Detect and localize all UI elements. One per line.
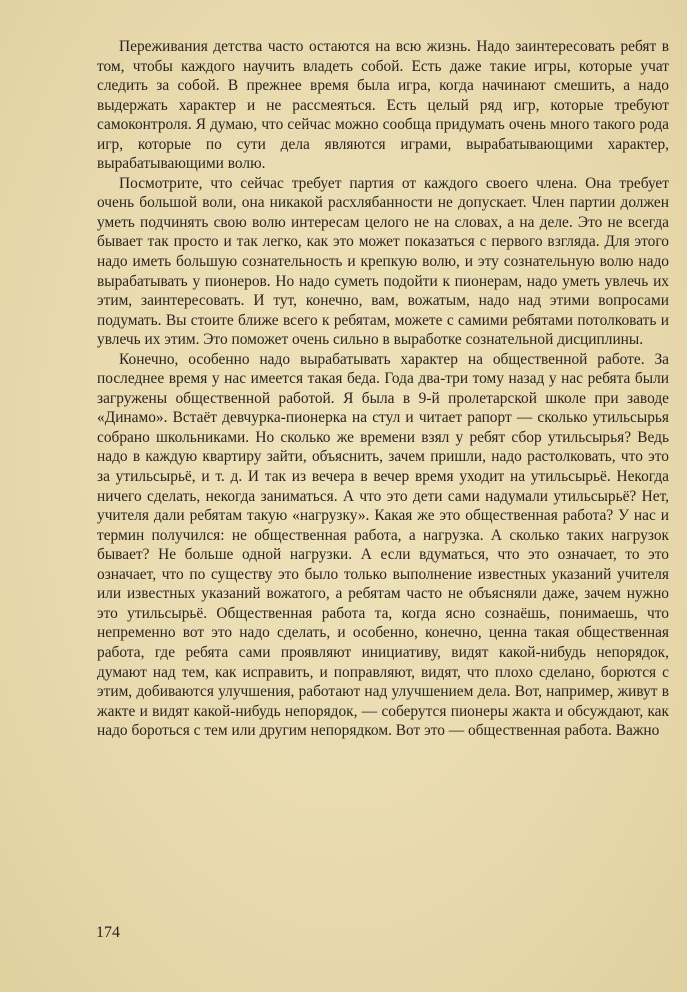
paragraph-1: Переживания детства часто остаются на всю жизнь. Надо заинтересовать ребят в том, чтобы каждого научить владеть собой. Есть даже такие игры, которые учат следить за собой. В прежнее время была игра, когда начинают смешить, а надо выдержать характер и не рассмеяться. Есть целый ряд игр, которые требуют самоконтроля. Я думаю, что сейчас можно сообща придумать очень много такого рода игр, которые по сути дела являются играми, вырабатывающими характер, вырабатывающими волю. xyxy=(97,38,669,173)
paragraph-2: Посмотрите, что сейчас требует партия от каждого своего члена. Она требует очень большой воли, она никакой расхлябанности не допускает. Член партии должен уметь подчинять свою волю интересам целого не на словах, а на деле. Это не всегда бывает так просто и так легко, как это может показаться с первого взгляда. Для этого надо иметь большую сознательность и крепкую волю, и эту сознательную волю надо вырабатывать у пионеров. Но надо суметь подойти к пионерам, надо уметь увлечь их этим, заинтересовать. И тут, конечно, вам, вожатым, надо над этими вопросами подумать. Вы стоите ближе всего к ребятам, можете с самими ребятами потолковать и увлечь их этим. Это поможет очень сильно в выработке сознательной дисциплины. xyxy=(97,174,669,349)
page-number: 174 xyxy=(96,924,120,941)
paragraph-3: Конечно, особенно надо вырабатывать характер на общественной работе. За последнее время у нас имеется такая беда. Года два-три тому назад у нас ребята были загружены общественной работой. Я была в 9-й пролетарской школе при заводе «Динамо». Встаёт девчурка-пионерка на стул и читает рапорт — сколько утильсырья собрано школьниками. Но сколько же времени взял у ребят сбор утильсырья? Ведь надо в каждую квартиру зайти, объяснить, зачем пришли, надо растолковать, что это за утильсырьё, и т. д. И так из вечера в вечер время уходит на утильсырьё. Некогда ничего сделать, некогда заниматься. А что это дети сами надумали утильсырьё? Нет, учителя дали ребятам такую «нагрузку». Какая же это общественная работа? У нас и термин получился: не общественная работа, а нагрузка. А сколько таких нагрузок бывает? Не больше одной нагрузки. А если вдуматься, что это означает, то это означает, что по существу это было только выполнение известных указаний учителя или известных указаний вожатого, а ребятам часто не объясняли даже, зачем нужно это утильсырьё. Общественная работа та, когда ясно сознаёшь, понимаешь, что непременно вот это надо сделать, и особенно, конечно, ценна такая общественная работа, где ребята сами проявляют инициативу, видят какой-нибудь непорядок, думают над тем, как исправить, и поправляют, видят, что плохо сделано, борются с этим, добиваются улучшения, работают над улучшением дела. Вот, например, живут в жакте и видят какой-нибудь непорядок, — соберутся пионеры жакта и обсуждают, как надо бороться с тем или другим непорядком. Вот это — общественная работа. Важно xyxy=(97,350,669,740)
body-text xyxy=(97,37,669,741)
